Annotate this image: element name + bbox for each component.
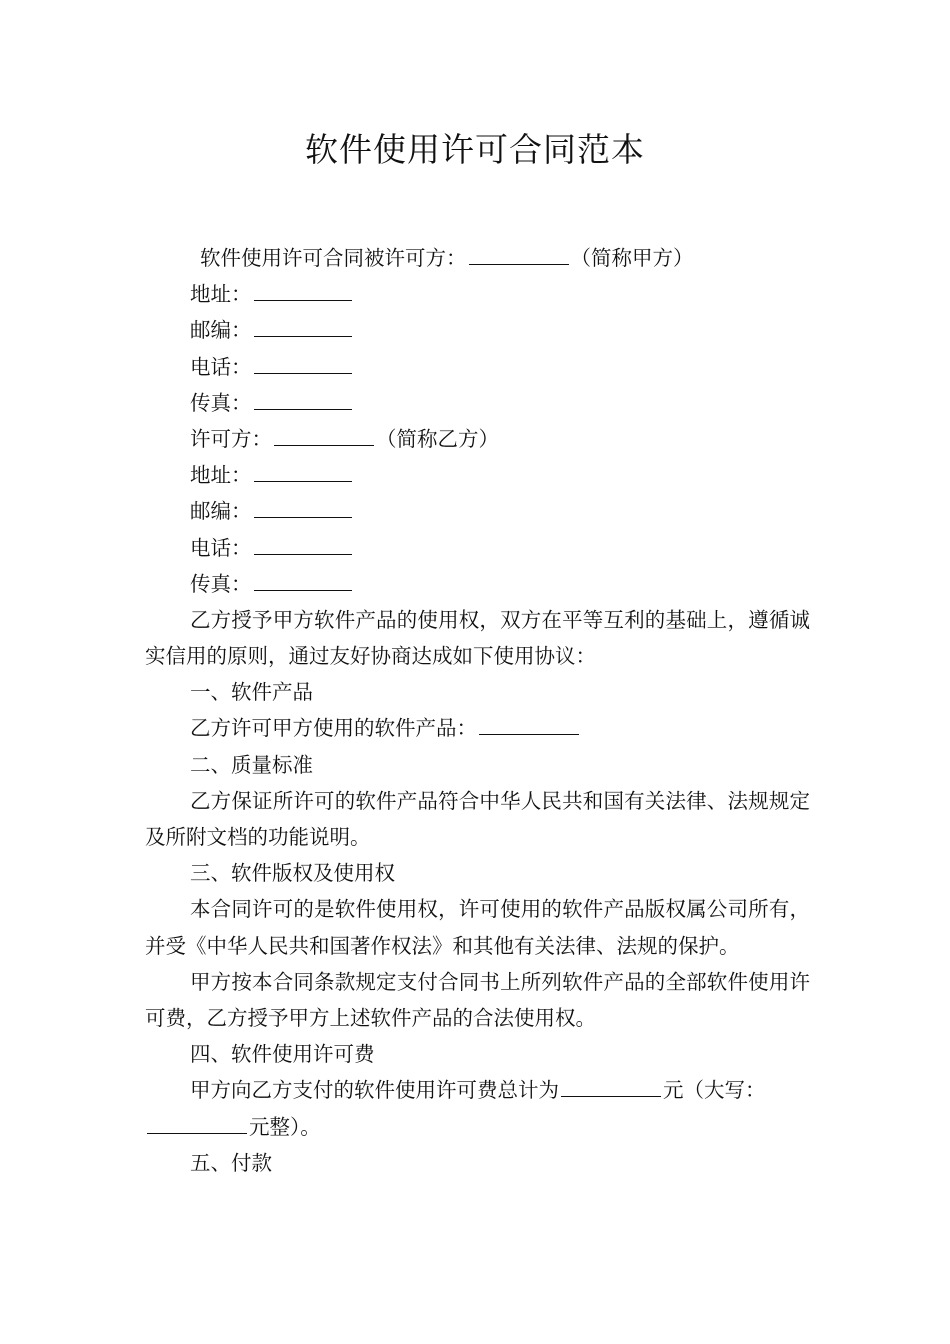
party-b-postcode-blank xyxy=(254,495,352,518)
party-a-address: 地址： xyxy=(145,276,810,312)
section-1-text: 乙方许可甲方使用的软件产品： xyxy=(145,710,810,746)
party-a-phone-blank xyxy=(254,351,352,374)
party-a-name-blank xyxy=(469,242,569,265)
party-a-postcode: 邮编： xyxy=(145,312,810,348)
fee-amount-words-blank xyxy=(147,1111,247,1134)
party-b-postcode: 邮编： xyxy=(145,493,810,529)
party-b-name-blank xyxy=(274,423,374,446)
party-b-phone: 电话： xyxy=(145,530,810,566)
party-a-fax: 传真： xyxy=(145,385,810,421)
section-3-heading: 三、软件版权及使用权 xyxy=(190,861,395,886)
section-3-paragraph-2: 甲方按本合同条款规定支付合同书上所列软件产品的全部软件使用许可费，乙方授予甲方上述软件产品的合法使用权。 xyxy=(145,969,810,1031)
party-a-address-blank xyxy=(254,278,352,301)
party-b-line: 许可方： （简称乙方） xyxy=(145,421,810,457)
section-4-heading: 四、软件使用许可费 xyxy=(190,1042,375,1067)
section-4-text: 甲方向乙方支付的软件使用许可费总计为 元（大写： xyxy=(145,1072,810,1108)
section-2-text: 乙方保证所许可的软件产品符合中华人民共和国有关法律、法规规定及所附文档的功能说明。 xyxy=(145,788,810,850)
software-product-blank xyxy=(479,712,579,735)
section-1-heading: 一、软件产品 xyxy=(190,680,313,705)
contract-body xyxy=(145,240,810,1181)
party-b-address: 地址： xyxy=(145,457,810,493)
party-a-fax-blank xyxy=(254,387,352,410)
intro-paragraph: 乙方授予甲方软件产品的使用权，双方在平等互利的基础上，遵循诚实信用的原则，通过友好协商达成如下使用协议： xyxy=(145,607,810,669)
party-b-address-blank xyxy=(254,459,352,482)
party-b-phone-blank xyxy=(254,532,352,555)
section-4-text-cont: 元整）。 xyxy=(145,1109,810,1145)
section-3-paragraph-1: 本合同许可的是软件使用权，许可使用的软件产品版权属公司所有，并受《中华人民共和国著作权法》和其他有关法律、法规的保护。 xyxy=(145,897,810,958)
party-b-fax: 传真： xyxy=(145,566,810,602)
party-b-fax-blank xyxy=(254,568,352,591)
section-2-heading: 二、质量标准 xyxy=(190,752,313,777)
party-a-line: 软件使用许可合同被许可方： （简称甲方） xyxy=(145,240,810,276)
page-title: 软件使用许可合同范本 xyxy=(305,130,645,169)
party-a-phone: 电话： xyxy=(145,349,810,385)
section-5-heading: 五、付款 xyxy=(190,1150,272,1175)
party-a-postcode-blank xyxy=(254,314,352,337)
fee-amount-blank xyxy=(561,1074,661,1097)
